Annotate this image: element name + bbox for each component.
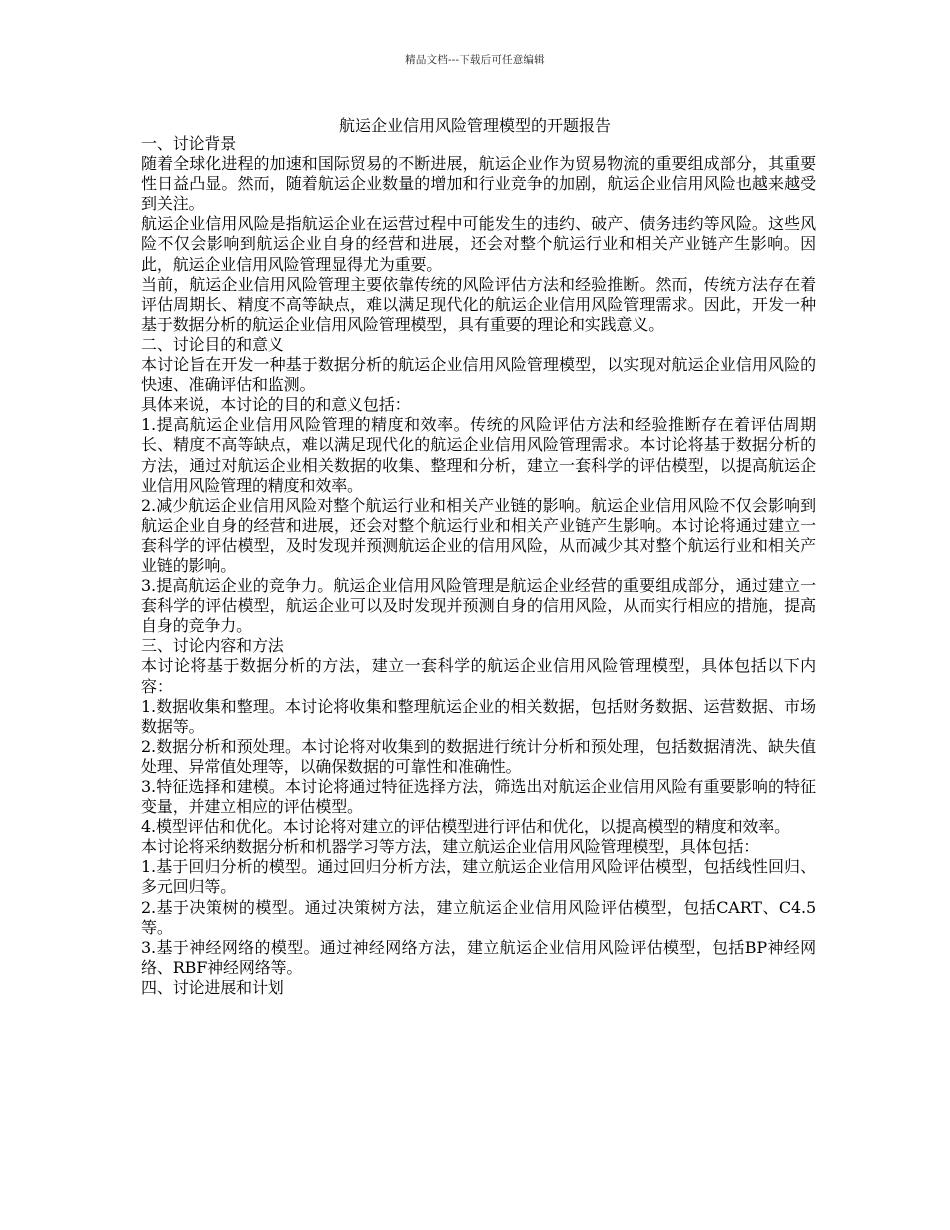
list-item: 4.模型评估和优化。本讨论将对建立的评估模型进行评估和优化，以提高模型的精度和效率。 bbox=[141, 817, 790, 837]
list-item: 2.基于决策树的模型。通过决策树方法，建立航运企业信用风险评估模型，包括CART、C4.5等。 bbox=[141, 897, 816, 937]
paragraph: 航运企业信用风险是指航运企业在运营过程中可能发生的违约、破产、债务违约等风险。这些风险不仅会影响到航运企业自身的经营和进展，还会对整个航运行业和相关产业链产生影响。因此，航运企业信用风险管理显得尤为重要。 bbox=[141, 214, 816, 274]
page-header-note: 精品文档---下载后可任意编辑 bbox=[405, 54, 545, 66]
document-body bbox=[141, 134, 816, 998]
paragraph: 具体来说，本讨论的目的和意义包括： bbox=[141, 395, 411, 415]
list-item: 1.基于回归分析的模型。通过回归分析方法，建立航运企业信用风险评估模型，包括线性回归、多元回归等。 bbox=[141, 857, 816, 897]
section-heading-purpose: 二、讨论目的和意义 bbox=[141, 334, 284, 354]
list-item: 2.减少航运企业信用风险对整个航运行业和相关产业链的影响。航运企业信用风险不仅会影响到航运企业自身的经营和进展，还会对整个航运行业和相关产业链产生影响。本讨论将通过建立一套科学的评估模型，及时发现并预测航运企业的信用风险，从而减少其对整个航运行业和相关产业链的影响。 bbox=[141, 495, 816, 575]
list-item: 3.特征选择和建模。本讨论将通过特征选择方法，筛选出对航运企业信用风险有重要影响的特征变量，并建立相应的评估模型。 bbox=[141, 777, 816, 817]
list-item: 3.提高航运企业的竞争力。航运企业信用风险管理是航运企业经营的重要组成部分，通过建立一套科学的评估模型，航运企业可以及时发现并预测自身的信用风险，从而实行相应的措施，提高自身的竞争力。 bbox=[141, 576, 816, 636]
list-item: 1.数据收集和整理。本讨论将收集和整理航运企业的相关数据，包括财务数据、运营数据、市场数据等。 bbox=[141, 696, 816, 736]
paragraph: 随着全球化进程的加速和国际贸易的不断进展，航运企业作为贸易物流的重要组成部分，其重要性日益凸显。然而，随着航运企业数量的增加和行业竞争的加剧，航运企业信用风险也越来越受到关注。 bbox=[141, 154, 816, 214]
section-heading-content-methods: 三、讨论内容和方法 bbox=[141, 636, 284, 656]
paragraph: 当前，航运企业信用风险管理主要依靠传统的风险评估方法和经验推断。然而，传统方法存在着评估周期长、精度不高等缺点，难以满足现代化的航运企业信用风险管理需求。因此，开发一种基于数据分析的航运企业信用风险管理模型，具有重要的理论和实践意义。 bbox=[141, 274, 816, 334]
section-heading-progress: 四、讨论进展和计划 bbox=[141, 977, 284, 997]
paragraph: 本讨论将采纳数据分析和机器学习等方法，建立航运企业信用风险管理模型，具体包括： bbox=[141, 837, 760, 857]
paragraph: 本讨论将基于数据分析的方法，建立一套科学的航运企业信用风险管理模型，具体包括以下内容： bbox=[141, 656, 816, 696]
list-item: 3.基于神经网络的模型。通过神经网络方法，建立航运企业信用风险评估模型，包括BP神经网络、RBF神经网络等。 bbox=[141, 937, 816, 977]
list-item: 1.提高航运企业信用风险管理的精度和效率。传统的风险评估方法和经验推断存在着评估周期长、精度不高等缺点，难以满足现代化的航运企业信用风险管理需求。本讨论将基于数据分析的方法，通过对航运企业相关数据的收集、整理和分析，建立一套科学的评估模型，以提高航运企业信用风险管理的精度和效率。 bbox=[141, 415, 816, 495]
paragraph: 本讨论旨在开发一种基于数据分析的航运企业信用风险管理模型，以实现对航运企业信用风险的快速、准确评估和监测。 bbox=[141, 355, 816, 395]
list-item: 2.数据分析和预处理。本讨论将对收集到的数据进行统计分析和预处理，包括数据清洗、缺失值处理、异常值处理等，以确保数据的可靠性和准确性。 bbox=[141, 736, 816, 776]
section-heading-background: 一、讨论背景 bbox=[141, 134, 237, 153]
document-title: 航运企业信用风险管理模型的开题报告 bbox=[338, 116, 611, 135]
